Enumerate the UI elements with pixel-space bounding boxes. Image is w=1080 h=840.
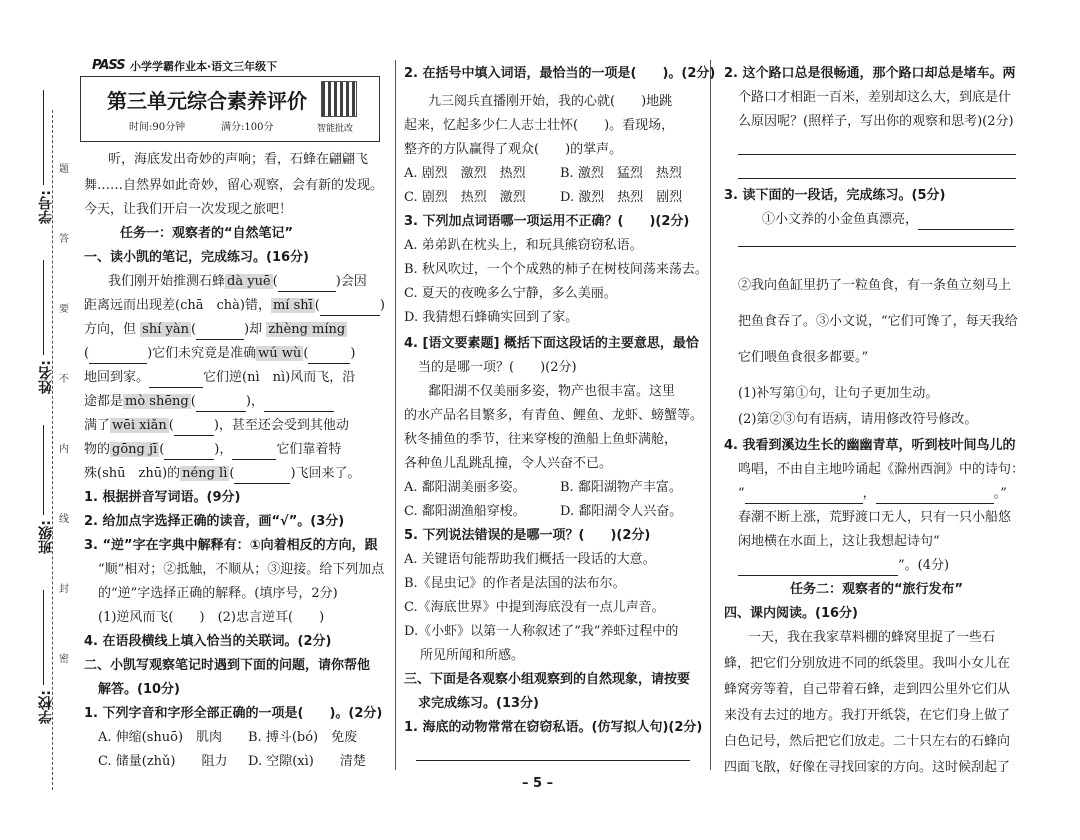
option-c[interactable]: C.《海底世界》中提到海底没有一点儿声音。 bbox=[404, 600, 665, 615]
section1-title: 一、读小凯的笔记，完成练习。(16分) bbox=[84, 250, 309, 265]
qr-code-icon[interactable] bbox=[321, 81, 357, 117]
option-c[interactable]: C. 剧烈 热烈 激烈 bbox=[404, 190, 526, 205]
note-line-8: 物的 gōng jī ( )， 它们靠着特 bbox=[84, 440, 341, 460]
school-label: 学校: bbox=[38, 690, 54, 724]
q3-line: “顺”相对；②抵触，不顺从；③迎接。给下列加点 bbox=[98, 562, 385, 577]
q3-passage: 它们喂鱼食很多都要。” bbox=[738, 350, 869, 365]
q4-summary-cont: 当的是哪一项？( )(2分) bbox=[418, 360, 577, 375]
student-id-line[interactable] bbox=[43, 90, 44, 185]
column-divider bbox=[395, 60, 396, 770]
q5-error: 5. 下列说法错误的是哪一项？( )(2分) bbox=[404, 528, 651, 543]
exam-score: 满分:100分 bbox=[221, 122, 274, 133]
q4-cont: 闲地横在水面上，这让我想起诗句“ bbox=[738, 534, 940, 549]
q3-passage: 把鱼食吞了。③小文说，“它们可馋了，每天我给 bbox=[738, 314, 1018, 329]
option-d[interactable]: D. 鄱阳湖令人兴奋。 bbox=[560, 504, 683, 519]
note-line-9: 殊(shū zhū)的 néng lì ( )飞回来了。 bbox=[84, 464, 361, 484]
answer-line[interactable] bbox=[738, 154, 1016, 155]
section3-title: 三、下面是各观察小组观察到的自然现象，请按要 bbox=[404, 672, 691, 687]
option-d[interactable]: D. 我猜想石蜂确实回到了家。 bbox=[404, 310, 579, 325]
section4-title: 四、课内阅读。(16分) bbox=[724, 606, 858, 621]
q4-poem: 4. 我看到溪边生长的幽幽青草，听到枝叶间鸟儿的 bbox=[724, 438, 1016, 453]
intro-line: 今天，让我们开启一次发现之旅吧！ bbox=[84, 202, 293, 217]
column-divider bbox=[710, 60, 711, 770]
series-title: 小学学霸作业本·语文三年级下 bbox=[130, 60, 278, 73]
page-number: – 5 – bbox=[522, 776, 554, 791]
note-line-7: 满了 wēi xiǎn ( )，甚至还会受到其他动 bbox=[84, 416, 349, 436]
option-d[interactable]: D. 激烈 热烈 剧烈 bbox=[560, 190, 683, 205]
q4: 4. 在语段横线上填入恰当的关联词。(2分) bbox=[84, 634, 332, 649]
seal-char: 题 bbox=[59, 164, 69, 175]
exam-time: 时间:90分钟 bbox=[129, 122, 186, 133]
seal-char: 线 bbox=[59, 514, 69, 525]
q1: 1. 根据拼音写词语。(9分) bbox=[84, 490, 241, 505]
q4-passage: 秋冬捕鱼的季节，往来穿梭的渔船上鱼虾满舱， bbox=[404, 432, 678, 447]
q4-passage: 的水产品名目繁多，有青鱼、鲤鱼、龙虾、螃蟹等。 bbox=[404, 408, 704, 423]
s1-personification: 1. 海底的动物常常在窃窃私语。(仿写拟人句)(2分) bbox=[404, 720, 703, 735]
q3-passage: ②我向鱼缸里扔了一粒鱼食，有一条鱼立刻马上 bbox=[738, 278, 1012, 293]
student-id-label: 学号: bbox=[38, 190, 54, 224]
seal-char: 答 bbox=[59, 234, 69, 245]
option-b[interactable]: B.《昆虫记》的作者是法国的法布尔。 bbox=[404, 576, 626, 591]
option-b[interactable]: B. 秋风吹过，一个个成熟的柿子在树枝间荡来荡去。 bbox=[404, 262, 708, 277]
q2-passage: 起来，忆起多少仁人志士壮怀( )。看现场， bbox=[404, 118, 675, 133]
q3: 3. “逆”字在字典中解释有：①向着相反的方向，跟 bbox=[84, 538, 378, 553]
reading-line: 蜂，把它们分别放进不同的纸袋里。我叫小女儿在 bbox=[724, 656, 1011, 671]
q4-passage: 鄱阳湖不仅美丽多姿，物产也很丰富。这里 bbox=[428, 384, 676, 399]
option-c[interactable]: C. 储量(zhǔ) 阻力 bbox=[98, 754, 228, 769]
section3-title-cont: 求完成练习。(13分) bbox=[418, 696, 539, 711]
reading-line: 来没有去过的地方。我打开纸袋，在它们身上做了 bbox=[724, 708, 1011, 723]
seal-char: 要 bbox=[59, 304, 69, 315]
option-d-cont: 所见所闻和所感。 bbox=[420, 648, 525, 663]
note-line-1: 我们刚开始推测石蜂 dà yuē ( )会因 bbox=[108, 272, 367, 292]
reading-line: 白色记号，然后把它们放走。二十只左右的石蜂向 bbox=[724, 734, 1011, 749]
note-line-3: 方向，但 shí yàn ( )却 zhèng míng bbox=[84, 320, 347, 340]
option-b[interactable]: B. 鄱阳湖物产丰富。 bbox=[560, 480, 682, 495]
note-line-5: 地回到家。 它们逆(nì nì)风而飞，沿 bbox=[84, 368, 355, 388]
page-title: 第三单元综合素养评价 bbox=[107, 89, 307, 113]
q3-line: 的“逆”字选择正确的解释。(填序号，2分) bbox=[98, 586, 338, 601]
option-c[interactable]: C. 鄱阳湖渔船穿梭。 bbox=[404, 504, 526, 519]
qr-label: 智能批改 bbox=[317, 124, 354, 134]
answer-line[interactable] bbox=[738, 178, 1016, 179]
reading-line: 一天，我在我家草料棚的蜂窝里捉了一些石 bbox=[748, 630, 996, 645]
option-c[interactable]: C. 夏天的夜晚多么宁静，多么美丽。 bbox=[404, 286, 617, 301]
option-a[interactable]: A. 关键语句能帮助我们概括一段话的大意。 bbox=[404, 552, 656, 567]
option-a[interactable]: A. 弟弟趴在枕头上，和玩具熊窃窃私语。 bbox=[404, 238, 643, 253]
answer-line[interactable] bbox=[738, 246, 1016, 247]
option-b[interactable]: B. 搏斗(bó) 免废 bbox=[248, 730, 358, 745]
q2-word-fill: 2. 在括号中填入词语，最恰当的一项是( )。(2分) bbox=[404, 66, 716, 81]
note-line-4: ( )它们未究竟是准确 wú wù ( ) bbox=[84, 344, 355, 364]
choice-q1: 1. 下列字音和字形全部正确的一项是( )。(2分) bbox=[84, 706, 383, 721]
option-a[interactable]: A. 伸缩(shuō) 肌肉 bbox=[98, 730, 223, 745]
q2-cont: 个路口才相距一百米，差别却这么大，到底是什 bbox=[738, 90, 1012, 105]
option-b[interactable]: B. 激烈 猛烈 热烈 bbox=[560, 166, 682, 181]
brand-logo: PASS bbox=[92, 58, 125, 73]
title-box bbox=[80, 76, 380, 142]
note-line-2: 距离远而出现差(chā chà)错， mí shī ( ) bbox=[84, 296, 385, 316]
q2: 2. 给加点字选择正确的读音，画“√”。(3分) bbox=[84, 514, 345, 529]
q4-end: ”。(4分) bbox=[738, 556, 949, 576]
seal-char: 封 bbox=[59, 584, 69, 595]
q3-answers: (1)逆风而飞( ) (2)忠言逆耳( ) bbox=[98, 610, 325, 625]
class-line[interactable] bbox=[43, 425, 44, 515]
section2-title-cont: 解答。(10分) bbox=[98, 682, 180, 697]
section2-title: 二、小凯写观察笔记时遇到下面的问题，请你帮他 bbox=[84, 658, 371, 673]
class-label: 班级: bbox=[38, 520, 54, 554]
q2-passage: 整齐的方队赢得了观众( )的掌声。 bbox=[404, 142, 623, 157]
task1-title: 任务一：观察者的“自然笔记” bbox=[120, 226, 294, 241]
q2-passage: 九三阅兵直播刚开始，我的心就( )地跳 bbox=[428, 94, 673, 109]
q2-cont: 么原因呢？(照样子，写出你的观察和思考)(2分) bbox=[738, 114, 1014, 129]
task2-title: 任务二：观察者的“旅行发布” bbox=[790, 582, 964, 597]
q3-sub1: (1)补写第①句，让句子更加生动。 bbox=[738, 386, 939, 401]
option-d[interactable]: D.《小虾》以第一人称叙述了“我”养虾过程中的 bbox=[404, 624, 679, 639]
q3-reading: 3. 读下面的一段话，完成练习。(5分) bbox=[724, 188, 946, 203]
name-line[interactable] bbox=[43, 260, 44, 355]
q3-passage: ①小文养的小金鱼真漂亮， bbox=[762, 210, 1014, 230]
q4-cont: 鸣唱，不由自主地吟诵起《滁州西涧》中的诗句： bbox=[738, 462, 1025, 477]
option-a[interactable]: A. 剧烈 激烈 热烈 bbox=[404, 166, 526, 181]
seal-char: 内 bbox=[59, 444, 69, 455]
answer-line[interactable] bbox=[416, 760, 690, 761]
q3-usage: 3. 下列加点词语哪一项运用不正确？( )(2分) bbox=[404, 214, 690, 229]
seal-char: 不 bbox=[59, 374, 69, 385]
q4-passage: 各种鱼儿乱跳乱撞，令人兴奋不已。 bbox=[404, 456, 613, 471]
name-label: 姓名: bbox=[38, 360, 54, 394]
intro-line: 听，海底发出奇妙的声响；看，石蜂在翩翩飞 bbox=[108, 152, 369, 167]
q4-poem-blanks: “ ， 。” bbox=[738, 484, 1007, 504]
q3-sub2: (2)第②③句有语病，请用修改符号修改。 bbox=[738, 412, 978, 427]
seal-char: 密 bbox=[59, 654, 69, 665]
q4-cont: 春潮不断上涨，荒野渡口无人，只有一只小船悠 bbox=[738, 510, 1012, 525]
note-line-6: 途都是 mò shēng ( )， bbox=[84, 392, 334, 412]
intro-line: 舞……自然界如此奇妙，留心观察，会有新的发现。 bbox=[84, 178, 384, 193]
option-d[interactable]: D. 空隙(xì) 清楚 bbox=[248, 754, 366, 769]
option-a[interactable]: A. 鄱阳湖美丽多姿。 bbox=[404, 480, 526, 495]
q2-intersection: 2. 这个路口总是很畅通，那个路口却总是堵车。两 bbox=[724, 66, 1016, 81]
reading-line: 四面飞散，好像在寻找回家的方向。这时候刮起了 bbox=[724, 760, 1011, 775]
reading-line: 蜂窝旁等着，自己带着石蜂，走到四公里外它们从 bbox=[724, 682, 1011, 697]
school-line[interactable] bbox=[43, 590, 44, 685]
q4-summary: 4. [语文要素题] 概括下面这段话的主要意思，最恰 bbox=[404, 336, 699, 351]
